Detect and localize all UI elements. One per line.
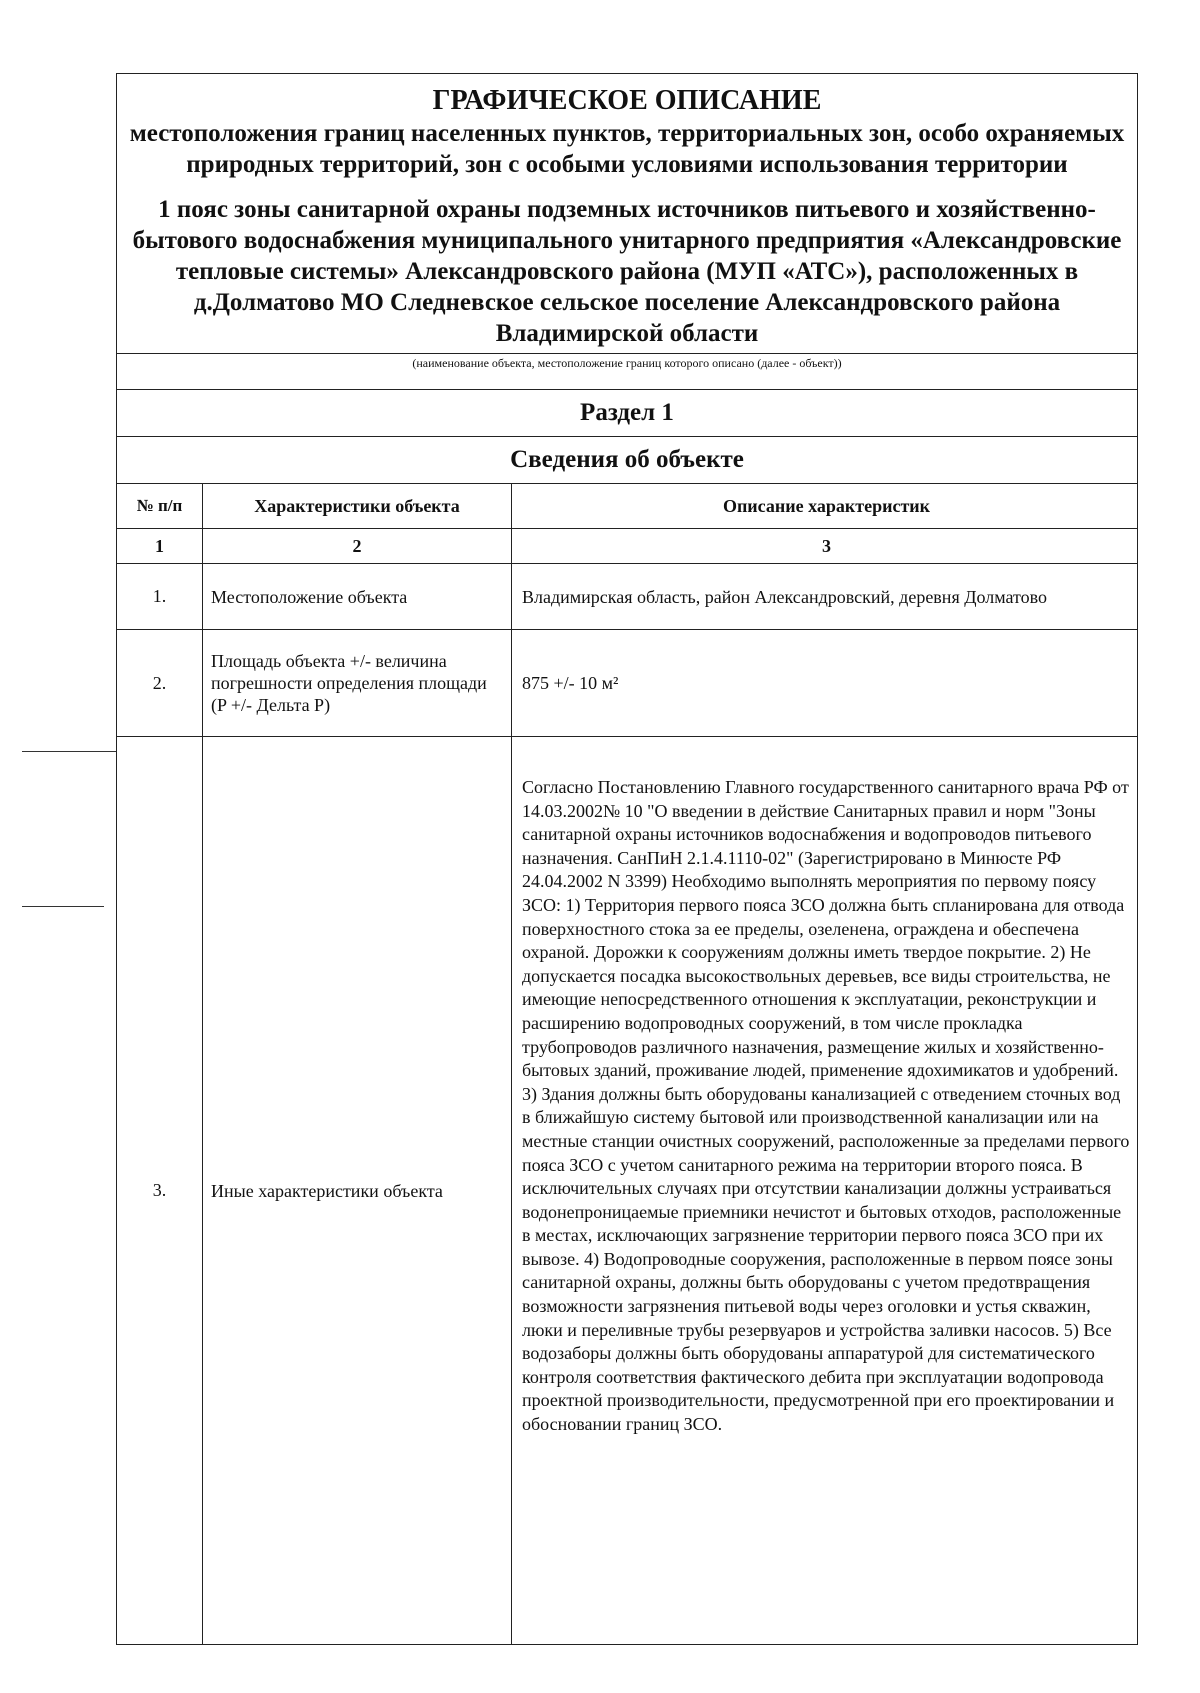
table-row: [117, 737, 1137, 1644]
row-description: 875 +/- 10 м²: [522, 673, 619, 693]
scan-mark-2: [22, 906, 104, 907]
table-column-numbers-row: [117, 529, 1137, 564]
column-header-description: Описание характеристик: [722, 496, 931, 516]
object-note: (наименование объекта, местоположение границ которого описано (далее - объект)): [117, 353, 1137, 371]
column-number-2: 2: [203, 529, 512, 563]
section-title: Сведения об объекте: [117, 437, 1137, 484]
table-header-row: [117, 484, 1137, 529]
row-number: 1.: [117, 564, 203, 629]
document-subtitle: местоположения границ населенных пунктов, территориальных зон, особо охраняемых природных территорий, зон с особыми условиями использования территории: [129, 120, 1125, 178]
row-characteristic: Площадь объекта +/- величина погрешности определения площади (P +/- Дельта P): [203, 630, 512, 736]
row-characteristic: Иные характеристики объекта: [203, 737, 512, 1644]
object-name: 1 пояс зоны санитарной охраны подземных источников питьевого и хозяйственно-бытового водоснабжения муниципального унитарного предприятия «Александровские тепловые системы» Александровского района (МУП «АТС»), расположенных в д.Долматово МО Следневское сельское поселение Александровского района Владимирской области: [132, 196, 1122, 347]
column-number-3: 3: [822, 536, 831, 556]
row-number: 2.: [117, 630, 203, 736]
row-description: [512, 737, 1137, 1644]
document-title: ГРАФИЧЕСКОЕ ОПИСАНИЕ: [432, 85, 822, 116]
document-sheet: [116, 73, 1138, 1645]
scan-mark-1: [22, 751, 116, 752]
table-row: [117, 564, 1137, 630]
header-spacer: [117, 371, 1137, 390]
column-number-1: 1: [117, 529, 203, 563]
row-description: Владимирская область, район Александровский, деревня Долматово: [522, 586, 1048, 607]
row-characteristic: Местоположение объекта: [203, 564, 512, 629]
column-header-number: № п/п: [117, 484, 203, 528]
row-number: 3.: [117, 737, 203, 1644]
table-row: [117, 630, 1137, 737]
column-header-characteristic: Характеристики объекта: [203, 484, 512, 528]
row-description-text: Согласно Постановлению Главного государственного санитарного врача РФ от 14.03.2002№ 10 "О введении в действие Санитарных правил и норм "Зоны санитарной охраны источников водоснабжения и водопроводов питьевого назначения. СанПиН 2.1.4.1110-02" (Зарегистрировано в Минюсте РФ 24.04.2002 N 3399) Необходимо выполнять мероприятия по первому поясу ЗСО: 1) Территория первого пояса ЗСО должна быть спланирована для отвода поверхностного стока за ее пределы, озеленена, ограждена и обеспечена охраной. Дорожки к сооружениям должны иметь твердое покрытие. 2) Не допускается посадка высокоствольных деревьев, все виды строительства, не имеющие непосредственного отношения к эксплуатации, реконструкции и расширению водопроводных сооружений, в том числе прокладка трубопроводов различного назначения, размещение жилых и хозяйственно-бытовых зданий, проживание людей, применение ядохимикатов и удобрений. 3) Здания должны быть оборудованы канализацией с отведением сточных вод в ближайшую систему бытовой или производственной канализации или на местные станции очистных сооружений, расположенные за пределами первого пояса ЗСО с учетом санитарного режима на территории второго пояса. В исключительных случаях при отсутствии канализации должны устраиваться водонепроницаемые приемники нечистот и бытовых отходов, расположенные в местах, исключающих загрязнение территории первого пояса ЗСО при их вывозе. 4) Водопроводные сооружения, расположенные в первом поясе зоны санитарной охраны, должны быть оборудованы с учетом предотвращения возможности загрязнения питьевой воды через оголовки и устья скважин, люки и переливные трубы резервуаров и устройства заливки насосов. 5) Все водозаборы должны быть оборудованы аппаратурой для систематического контроля соответствия фактического дебита при эксплуатации водопровода проектной производительности, предусмотренной при его проектировании и обосновании границ ЗСО.: [522, 777, 1130, 1435]
document-header: [117, 74, 1137, 353]
section-label: Раздел 1: [117, 390, 1137, 437]
